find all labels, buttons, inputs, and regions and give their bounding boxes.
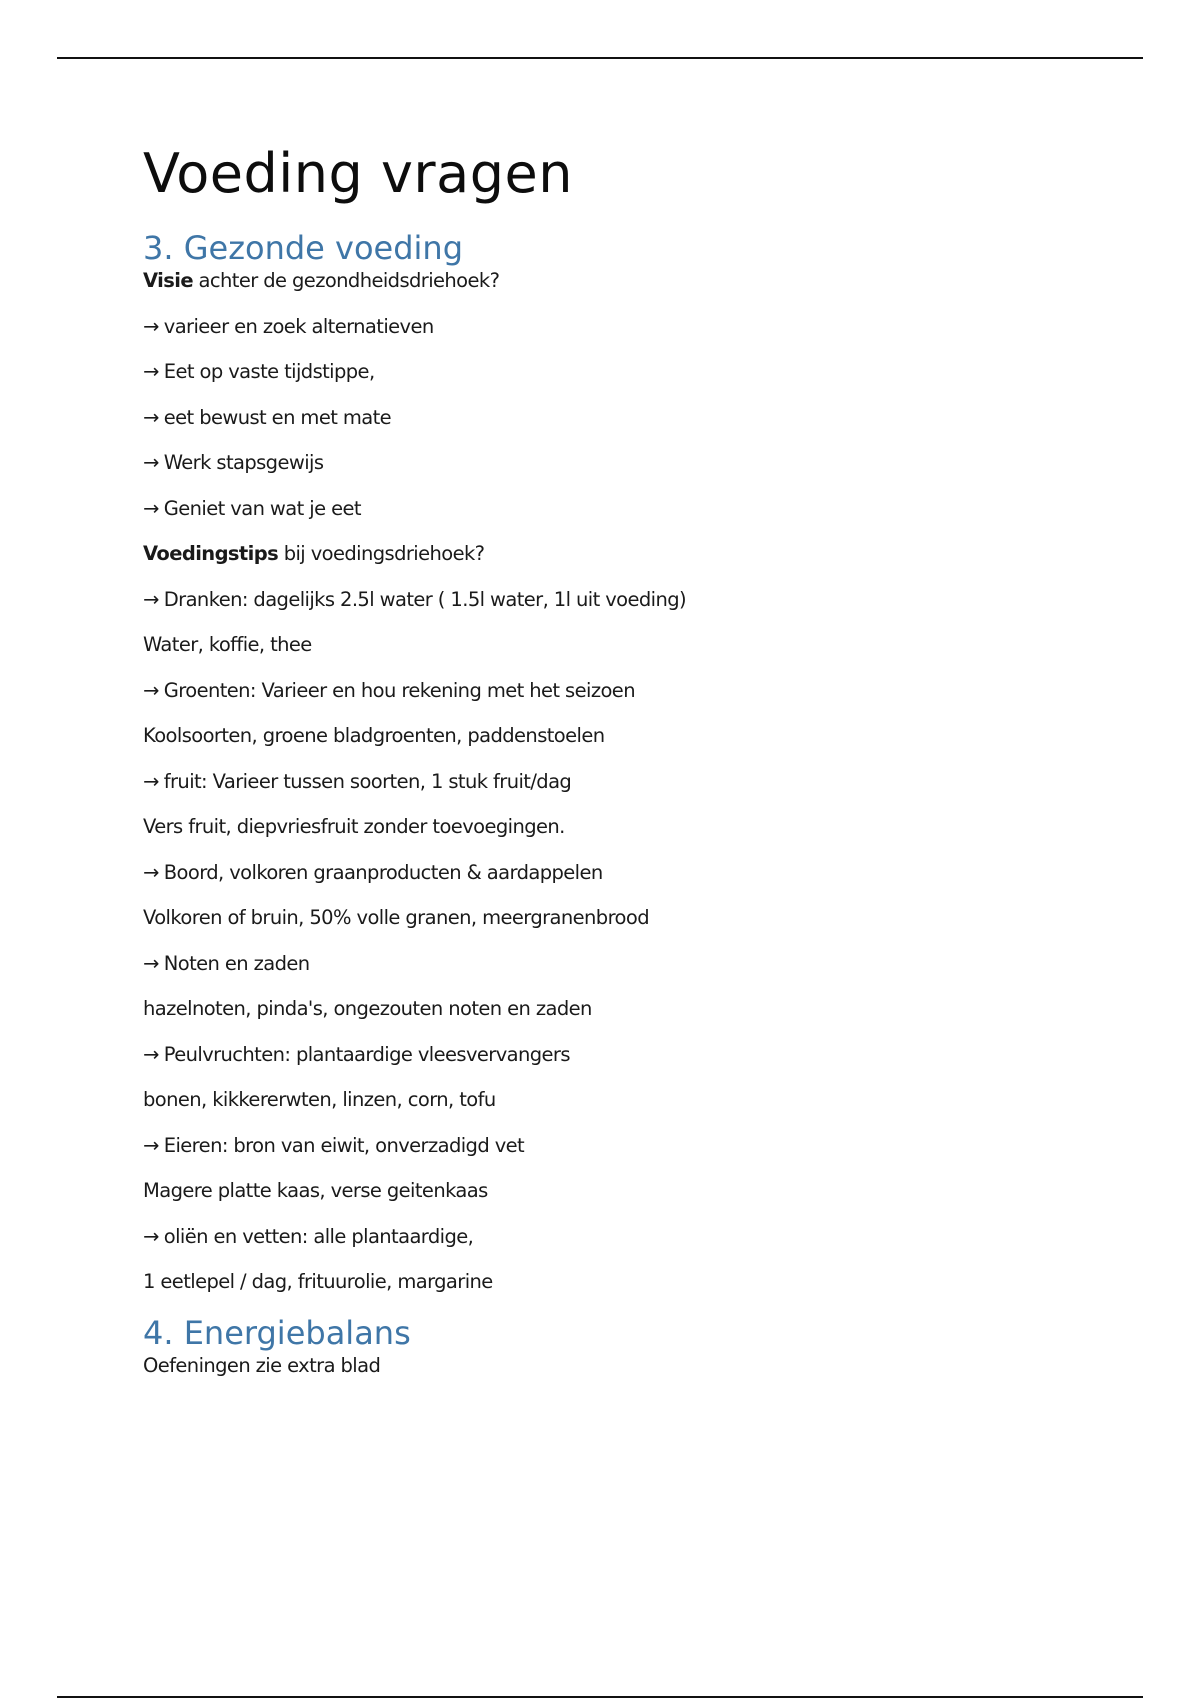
arrow-right-icon: → — [143, 587, 159, 611]
paragraph-text: achter de gezondheidsdriehoek? — [192, 269, 500, 292]
paragraph-text: Noten en zaden — [163, 951, 310, 975]
arrow-right-icon: → — [143, 360, 159, 383]
paragraph: Volkoren of bruin, 50% volle granen, meergranenbrood — [143, 906, 649, 929]
paragraph-text: Peulvruchten: plantaardige vleesvervangers — [163, 1042, 570, 1066]
paragraph-text: varieer en zoek alternatieven — [163, 314, 434, 338]
arrow-right-icon: → — [143, 314, 159, 338]
section-heading-gezonde-voeding: 3. Gezonde voeding — [143, 229, 464, 267]
arrow-right-icon: → — [143, 1224, 159, 1248]
paragraph-text: fruit: Varieer tussen soorten, 1 stuk fruit/dag — [163, 769, 572, 793]
paragraph-text: Dranken: dagelijks 2.5l water ( 1.5l water, 1l uit voeding) — [163, 587, 687, 611]
paragraph: hazelnoten, pinda's, ongezouten noten en zaden — [143, 997, 592, 1020]
paragraph-text: Werk stapsgewijs — [163, 451, 324, 474]
arrow-right-icon: → — [143, 496, 159, 520]
arrow-item — [143, 405, 1103, 431]
paragraph-text: Eet op vaste tijdstippe, — [163, 360, 375, 383]
paragraph-text: Geniet van wat je eet — [163, 496, 361, 520]
paragraph: 1 eetlepel / dag, frituurolie, margarine — [143, 1270, 493, 1293]
arrow-right-icon: → — [143, 951, 159, 975]
arrow-item — [143, 1042, 1103, 1068]
paragraph: Water, koffie, thee — [143, 633, 312, 656]
arrow-item — [143, 951, 1103, 977]
arrow-right-icon: → — [143, 769, 159, 793]
paragraph-text: eet bewust en met mate — [163, 405, 392, 429]
arrow-item — [143, 496, 1103, 522]
arrow-right-icon: → — [143, 678, 159, 702]
arrow-item — [143, 587, 1103, 613]
paragraph-text: Eieren: bron van eiwit, onverzadigd vet — [163, 1133, 525, 1157]
document-title: Voeding vragen — [143, 142, 573, 205]
paragraph-text: Groenten: Varieer en hou rekening met het seizoen — [163, 678, 635, 702]
arrow-item — [143, 450, 1103, 476]
arrow-item — [143, 359, 1103, 385]
bold-term: Voedingstips — [143, 542, 279, 565]
arrow-item — [143, 769, 1103, 795]
arrow-right-icon: → — [143, 405, 159, 429]
arrow-item — [143, 1133, 1103, 1159]
paragraph: bonen, kikkererwten, linzen, corn, tofu — [143, 1088, 496, 1111]
page-content — [143, 138, 1103, 1399]
paragraph: Koolsoorten, groene bladgroenten, paddenstoelen — [143, 724, 605, 747]
paragraph-text: Boord, volkoren graanproducten & aardappelen — [163, 860, 603, 884]
paragraph-text: bij voedingsdriehoek? — [278, 542, 485, 565]
section-heading-energiebalans: 4. Energiebalans — [143, 1314, 411, 1352]
paragraph — [143, 541, 1103, 567]
arrow-right-icon: → — [143, 451, 159, 474]
arrow-right-icon: → — [143, 1042, 159, 1066]
arrow-right-icon: → — [143, 860, 159, 884]
arrow-item — [143, 1224, 1103, 1250]
arrow-right-icon: → — [143, 1133, 159, 1157]
bold-term: Visie — [143, 269, 193, 292]
footer-rule — [57, 1696, 1143, 1698]
arrow-item — [143, 860, 1103, 886]
header-rule — [57, 57, 1143, 59]
paragraph: Magere platte kaas, verse geitenkaas — [143, 1179, 488, 1202]
paragraph-text: oliën en vetten: alle plantaardige, — [163, 1224, 474, 1248]
paragraph: Oefeningen zie extra blad — [143, 1354, 381, 1377]
arrow-item — [143, 678, 1103, 704]
paragraph: Vers fruit, diepvriesfruit zonder toevoegingen. — [143, 815, 565, 838]
paragraph — [143, 268, 1103, 294]
arrow-item — [143, 314, 1103, 340]
